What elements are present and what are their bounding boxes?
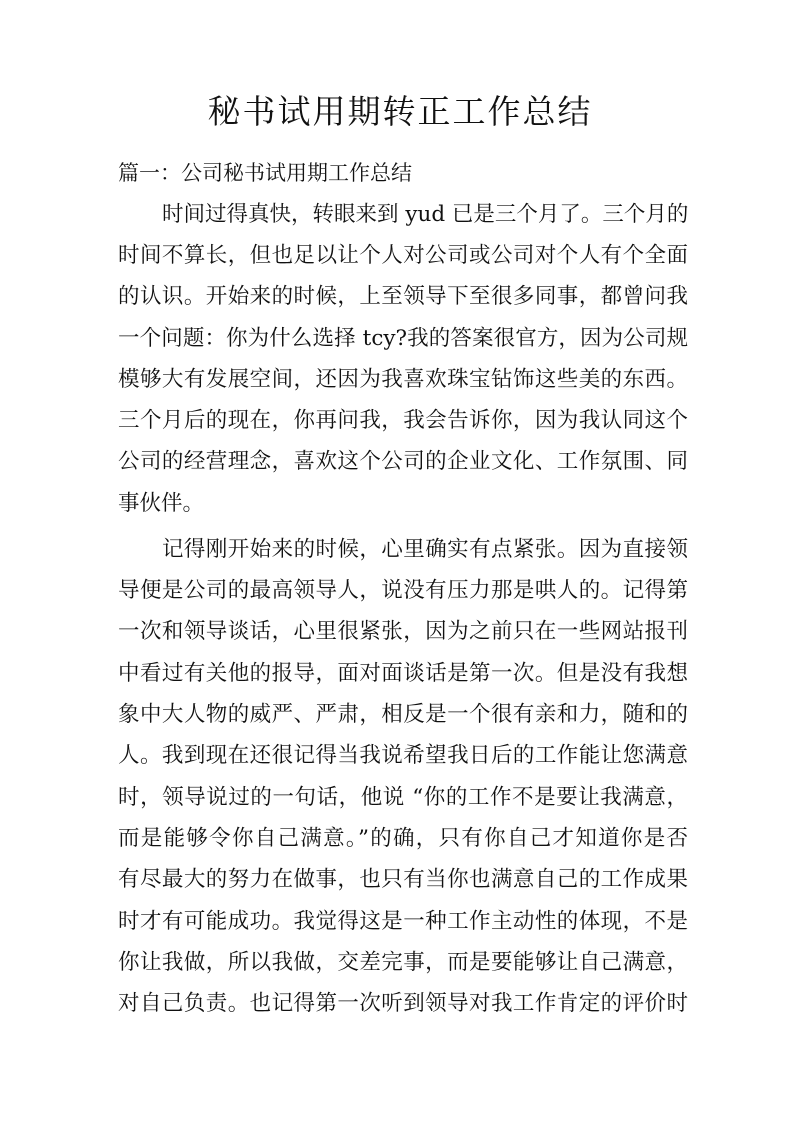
document-title: 秘书试用期转正工作总结: [207, 92, 593, 131]
paragraph-line: 对自己负责。也记得第一次听到领导对我工作肯定的评价时: [118, 991, 688, 1016]
paragraph-line: 的认识。开始来的时候，上至领导下至很多同事，都曾问我: [118, 284, 688, 309]
paragraph-line: 三个月后的现在，你再问我，我会告诉你，因为我认同这个: [118, 408, 688, 433]
paragraph-line: 一个问题：你为什么选择 tcy?我的答案很官方，因为公司规: [118, 326, 688, 351]
paragraph-line: 模够大有发展空间，还因为我喜欢珠宝钻饰这些美的东西。: [118, 367, 688, 392]
paragraph-line: 一次和领导谈话，心里很紧张，因为之前只在一些网站报刊: [118, 619, 688, 644]
paragraph-line: 时，领导说过的一句话，他说 “你的工作不是要让我满意，: [118, 785, 688, 810]
paragraph-line: 时间过得真快，转眼来到 yud 已是三个月了。三个月的: [162, 202, 689, 227]
paragraph-line: 象中大人物的威严、严肃，相反是一个很有亲和力，随和的: [118, 702, 688, 727]
paragraph-line: 你让我做，所以我做，交差完事，而是要能够让自己满意，: [118, 950, 688, 975]
paragraph-line: 记得刚开始来的时候，心里确实有点紧张。因为直接领: [162, 537, 688, 562]
section-heading: 篇一：公司秘书试用期工作总结: [118, 161, 412, 185]
paragraph-line: 有尽最大的努力在做事，也只有当你也满意自己的工作成果: [118, 867, 688, 892]
paragraph-line: 时才有可能成功。我觉得这是一种工作主动性的体现，不是: [118, 909, 688, 934]
paragraph-line: 导便是公司的最高领导人，说没有压力那是哄人的。记得第: [118, 578, 688, 603]
paragraph-line: 人。我到现在还很记得当我说希望我日后的工作能让您满意: [118, 743, 688, 768]
paragraph-line: 公司的经营理念，喜欢这个公司的企业文化、工作氛围、同: [118, 449, 688, 474]
paragraph-line: 中看过有关他的报导，面对面谈话是第一次。但是没有我想: [118, 661, 688, 686]
paragraph-line: 时间不算长，但也足以让个人对公司或公司对个人有个全面: [118, 243, 688, 268]
paragraph-line: 事伙伴。: [118, 491, 205, 516]
paragraph-line: 而是能够令你自己满意。”的确，只有你自己才知道你是否: [118, 826, 688, 851]
